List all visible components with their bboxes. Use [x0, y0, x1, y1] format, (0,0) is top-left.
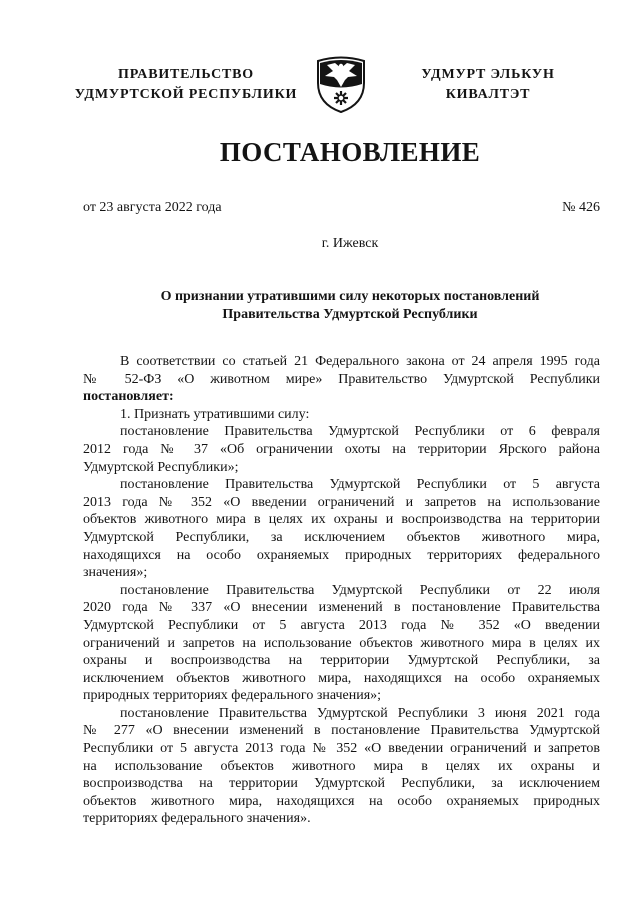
issuer-line: УДМУРТ ЭЛЬКУН: [421, 67, 555, 82]
text-line: Удмуртской Республики»;: [83, 459, 239, 475]
document-heading: [80, 288, 620, 323]
body-text: [83, 353, 600, 828]
issuer-line: КИВАЛТЭТ: [445, 87, 531, 102]
heading-line: О признании утратившими силу некоторых постановлений: [160, 289, 540, 304]
text-line: Республики от 5 августа 2013 года № 352 «О введении ограничений и запретов: [83, 741, 600, 757]
issuer-line: УДМУРТСКОЙ РЕСПУБЛИКИ: [74, 87, 298, 102]
text-line: 2013 года № 352 «О введении ограничений и запретов на использование: [83, 494, 600, 510]
text-line: № 277 «О внесении изменений в постановление Правительства Удмуртской: [83, 723, 600, 739]
text-line: охраны и воспроизводства на территории Удмуртской Республики, за: [83, 653, 600, 669]
text-line: значения»;: [83, 565, 148, 581]
text-line: 2012 года № 37 «Об ограничении охоты на территории Ярского района: [83, 441, 600, 457]
text-line: № 52-ФЗ «О животном мире» Правительство Удмуртской Республики: [83, 371, 600, 387]
text-line: Удмуртской Республики от 5 августа 2013 года № 352 «О введении: [83, 617, 600, 633]
text-line: В соответствии со статьей 21 Федерального закона от 24 апреля 1995 года: [120, 354, 600, 369]
issuer-name-russian: [56, 65, 316, 105]
text-line: ограничений и запретов на использование объектов животного мира в целях их: [83, 635, 600, 651]
issuer-line: ПРАВИТЕЛЬСТВО: [118, 67, 254, 82]
document-type-title: ПОСТАНОВЛЕНИЕ: [219, 137, 481, 167]
text-line: на использование объектов животного мира в целях их охраны и: [83, 758, 600, 774]
text-line: постановление Правительства Удмуртской Республики от 22 июля: [120, 582, 600, 598]
text-line: Удмуртской Республики, за исключением объектов животного мира,: [83, 529, 600, 545]
text-line: объектов животного мира, находящихся на особо охраняемых природных: [83, 793, 600, 809]
issue-place: г. Ижевск: [321, 236, 379, 251]
repealed-decree-2021-277: [83, 705, 600, 828]
text-line: природных территориях федерального значения»;: [83, 688, 382, 704]
issuer-name-udmurt: [368, 65, 608, 105]
decision-word: постановляет:: [83, 389, 174, 405]
repealed-decree-2012-37: [83, 423, 600, 476]
clause-1-paragraph: [83, 406, 600, 424]
document-number: № 426: [562, 200, 600, 215]
text-line: постановление Правительства Удмуртской Республики от 6 февраля: [120, 424, 600, 440]
repealed-decree-2020-337: [83, 582, 600, 705]
repealed-decree-2013-352: [83, 476, 600, 582]
heading-line: Правительства Удмуртской Республики: [222, 306, 478, 322]
text-line: территориях федерального значения».: [83, 811, 311, 827]
text-line: объектов животного мира в целях их охраны и воспроизводства на территории: [83, 512, 600, 528]
preamble-paragraph: [83, 353, 600, 406]
text-line: воспроизводства на территории Удмуртской Республики, за исключением: [83, 776, 600, 792]
text-line: исключением объектов животного мира, находящихся на особо охраняемых: [83, 670, 600, 686]
text-line: постановление Правительства Удмуртской Республики 3 июня 2021 года: [120, 705, 600, 721]
document-date: от 23 августа 2022 года: [83, 200, 222, 215]
text-line: 2020 года № 337 «О внесении изменений в постановление Правительства: [83, 600, 600, 616]
text-line: находящихся на особо охраняемых природных территориях федерального: [83, 547, 600, 563]
text-line: 1. Признать утратившими силу:: [120, 406, 310, 422]
coat-of-arms-icon: [313, 53, 369, 115]
text-line: постановление Правительства Удмуртской Республики от 5 августа: [120, 477, 600, 493]
